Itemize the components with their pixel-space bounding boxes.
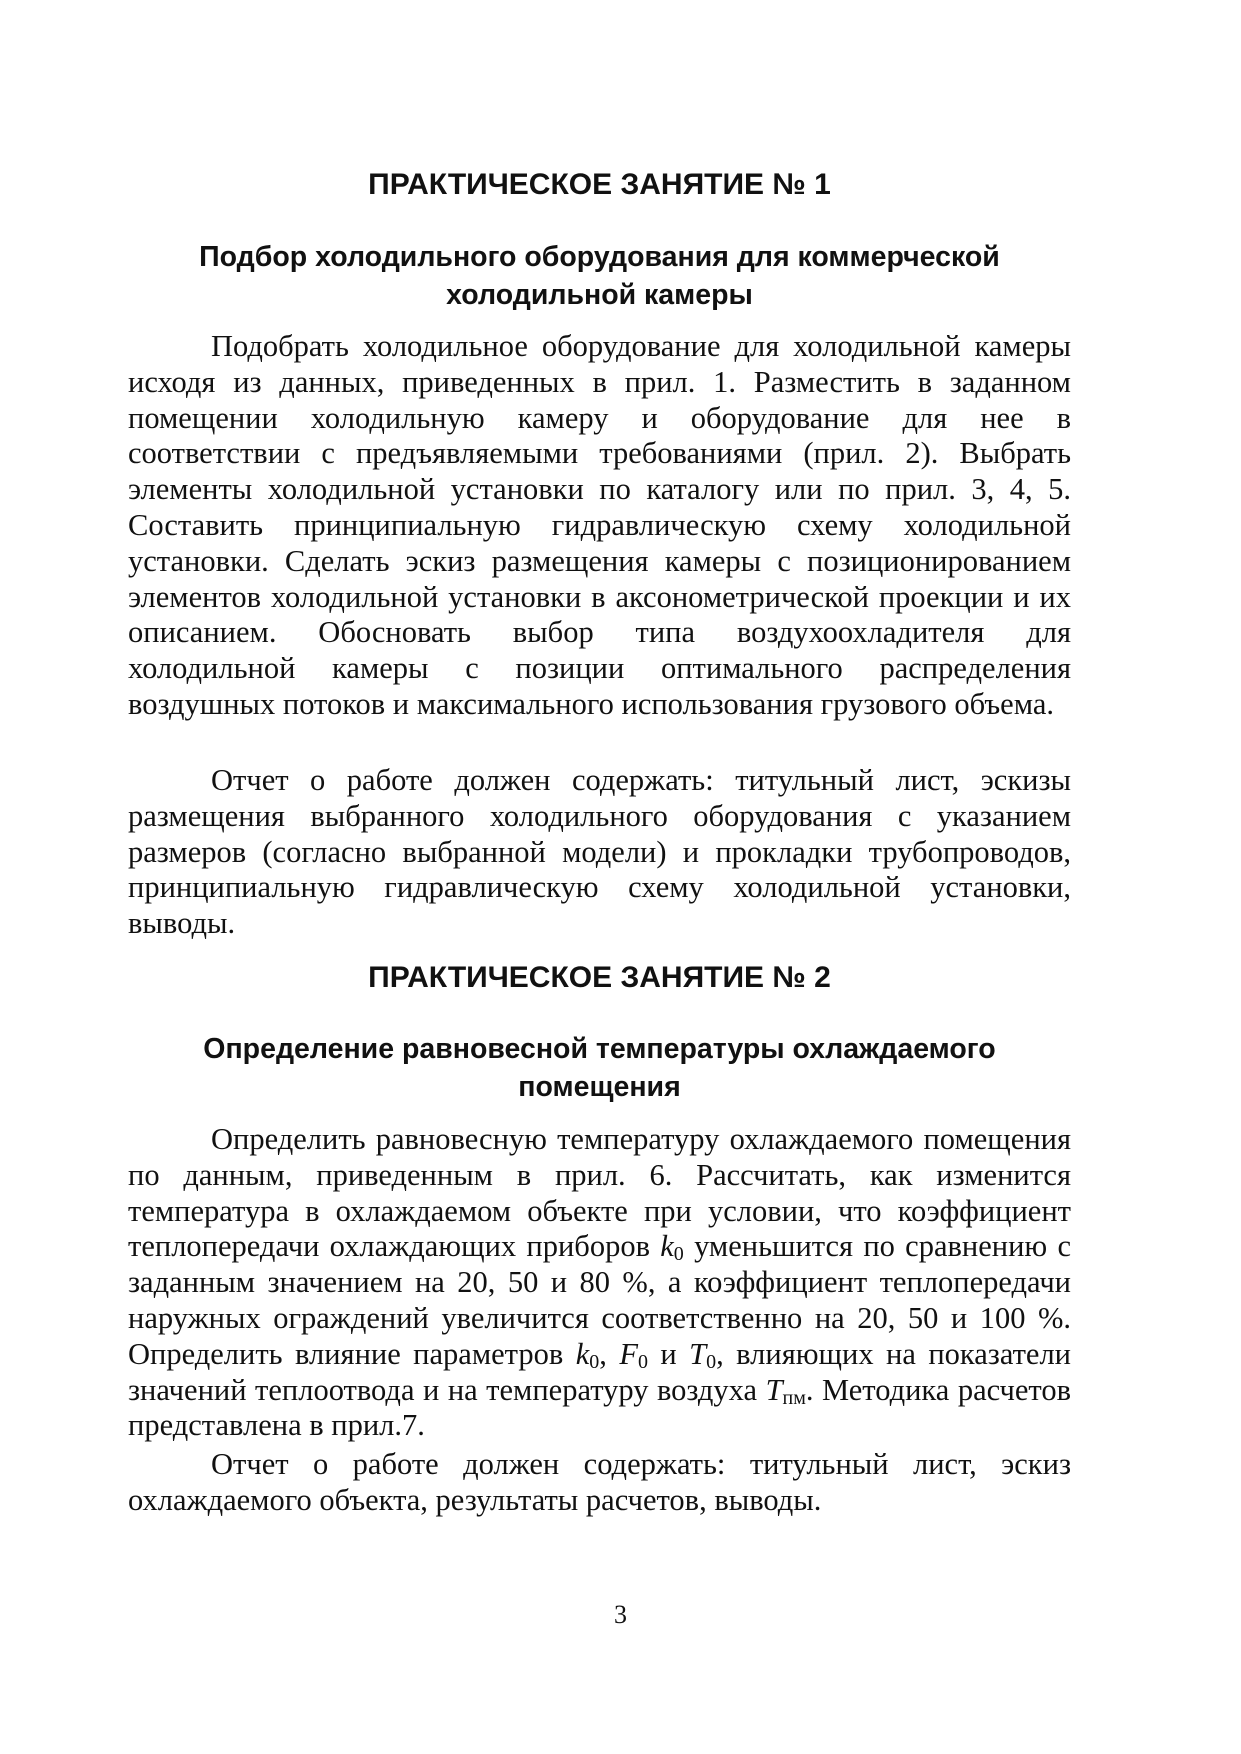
section2-p1-text-3: , [599, 1336, 620, 1371]
variable-tpm-subscript: пм [782, 1386, 806, 1409]
variable-k0-subscript: 0 [673, 1243, 684, 1266]
section2-paragraph2: Отчет о работе должен содержать: титульный лист, эскиз охлаждаемого объекта, результаты расчетов, выводы. [128, 1447, 1071, 1517]
variable-f0: F [619, 1336, 638, 1371]
variable-k0-second: k [575, 1336, 590, 1371]
section1-paragraph1: Подобрать холодильное оборудование для холодильной камеры исходя из данных, приведенных в прил. 1. Разместить в заданном помещении холодильную камеру и оборудование для нее в соответствии с предъявляемыми требованиями (прил. 2). Выбрать элементы холодильной установки по каталогу или по прил. 3, 4, 5. Составить принципиальную гидравлическую схему холодильной установки. Сделать эскиз размещения камеры с позиционированием элементов холодильной установки в аксонометрической проекции и их описанием. Обосновать выбор типа воздухоохладителя для холодильной камеры с позиции оптимального распределения воздушных потоков и максимального использования грузового объема. [128, 329, 1071, 721]
section1-subtitle-line2: холодильной камеры [446, 279, 753, 311]
section2-p1-text-4: и [647, 1336, 690, 1371]
section2-p1-text-1: Определить равновесную температуру охлаждаемого помещения по данным, приведенным в прил. 6. Рассчитать, как изменится температура в охлаждаемом объекте при условии, что коэффициент теплопередачи охлаждающих приборов [128, 1122, 1071, 1264]
section2-subtitle-line2: помещения [518, 1071, 681, 1103]
variable-tpm: T [765, 1372, 783, 1407]
variable-t0-subscript: 0 [706, 1350, 717, 1373]
section2-p1-text-5: , влияющих на показатели значений теплоотвода и на температуру воздуха [128, 1336, 1071, 1407]
section1-subtitle-line1: Подбор холодильного оборудования для коммерческой [199, 241, 1000, 273]
page-number: 3 [614, 1600, 627, 1629]
variable-k0-second-subscript: 0 [589, 1350, 600, 1373]
variable-t0: T [689, 1336, 707, 1371]
section2-title: ПРАКТИЧЕСКОЕ ЗАНЯТИЕ № 2 [368, 961, 831, 994]
section1-paragraph2: Отчет о работе должен содержать: титульный лист, эскизы размещения выбранного холодильного оборудования с указанием размеров (согласно выбранной модели) и прокладки трубопроводов, принципиальную гидравлическую схему холодильной установки, выводы. [128, 763, 1071, 941]
section1-title: ПРАКТИЧЕСКОЕ ЗАНЯТИЕ № 1 [368, 168, 831, 201]
section2-paragraph1 [128, 1122, 1071, 1444]
section2-subtitle-line1: Определение равновесной температуры охлаждаемого [203, 1033, 996, 1065]
section2-p1-text-2: уменьшится по сравнению с заданным значением на 20, 50 и 80 %, а коэффициент теплопередачи наружных ограждений увеличится соответственно на 20, 50 и 100 %. Определить влияние параметров [128, 1229, 1071, 1371]
section2-subtitle [128, 1030, 1071, 1106]
variable-k0: k [660, 1229, 674, 1264]
section2-p1-text-6: . Методика расчетов представлена в прил.7. [128, 1372, 1071, 1443]
section1-subtitle [128, 238, 1071, 314]
variable-f0-subscript: 0 [637, 1350, 648, 1373]
